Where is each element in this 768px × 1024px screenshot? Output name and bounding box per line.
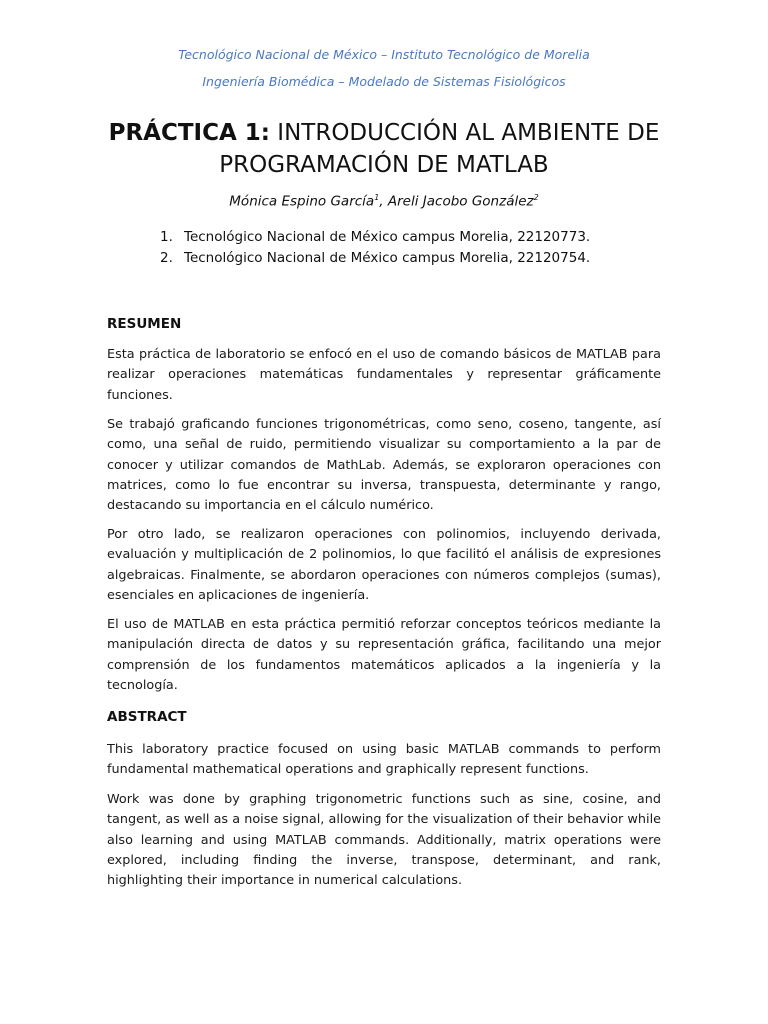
title-prefix: PRÁCTICA 1: (108, 120, 270, 146)
resumen-paragraph-1: Esta práctica de laboratorio se enfocó en el uso de comando básicos de MATLAB para realizar operaciones matemáticas fundamentales y representar gráficamente funciones. (107, 347, 661, 403)
page-title (80, 117, 688, 181)
affiliation-number: 1. (160, 229, 173, 245)
affiliation-2 (160, 250, 680, 266)
course-header: Ingeniería Biomédica – Modelado de Sistemas Fisiológicos (202, 74, 566, 89)
resumen-paragraph-2: Se trabajó graficando funciones trigonométricas, como seno, coseno, tangente, así como, una señal de ruido, permitiendo visualizar su comportamiento a la par de conocer y utilizar comandos de MathLab. Además, se exploraron operaciones con matrices, como lo fue encontrar su inversa, transpuesta, determinante y rango, destacando su importancia en el cálculo numérico. (107, 417, 661, 514)
institution-header: Tecnológico Nacional de México – Instituto Tecnológico de Morelia (178, 47, 590, 62)
title-main: INTRODUCCIÓN AL AMBIENTE DE PROGRAMACIÓN DE MATLAB (219, 120, 660, 178)
abstract-paragraph-2: Work was done by graphing trigonometric functions such as sine, cosine, and tangent, as well as a noise signal, allowing for the visualization of their behavior while also learning and using MATLAB commands. Additionally, matrix operations were explored, including finding the inverse, transpose, determinant, and rank, highlighting their importance in numerical calculations. (107, 792, 661, 889)
author-separator: , (379, 193, 388, 210)
abstract-heading: ABSTRACT (107, 709, 187, 725)
resumen-heading: RESUMEN (107, 316, 182, 332)
affiliation-1 (160, 229, 680, 245)
author-1-affiliation-mark: 1 (374, 193, 380, 202)
author-2-affiliation-mark: 2 (533, 193, 539, 202)
abstract-paragraph-1: This laboratory practice focused on using basic MATLAB commands to perform fundamental mathematical operations and graphically represent functions. (107, 742, 661, 778)
author-1: Mónica Espino García (229, 193, 375, 210)
resumen-paragraph-4: El uso de MATLAB en esta práctica permitió reforzar conceptos teóricos mediante la manipulación directa de datos y su representación gráfica, facilitando una mejor comprensión de los fundamentos matemáticos aplicados a la ingeniería y la tecnología. (107, 617, 661, 693)
affiliation-text: Tecnológico Nacional de México campus Morelia, 22120773. (184, 229, 591, 245)
authors-line (0, 193, 768, 210)
affiliation-number: 2. (160, 250, 173, 266)
affiliation-text: Tecnológico Nacional de México campus Morelia, 22120754. (184, 250, 591, 266)
author-2: Areli Jacobo González (387, 193, 534, 210)
resumen-paragraph-3: Por otro lado, se realizaron operaciones con polinomios, incluyendo derivada, evaluación y multiplicación de 2 polinomios, lo que facilitó el análisis de expresiones algebraicas. Finalmente, se abordaron operaciones con números complejos (sumas), esenciales en aplicaciones de ingeniería. (107, 527, 661, 603)
